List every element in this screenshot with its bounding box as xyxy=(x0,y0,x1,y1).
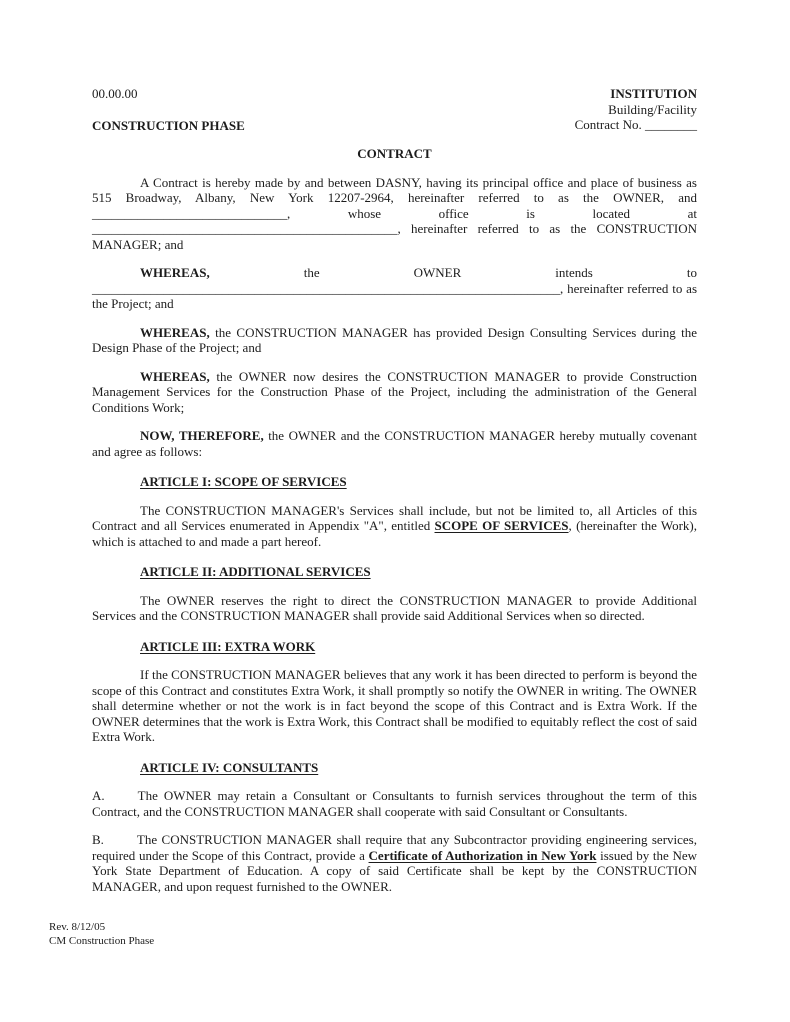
text-run: The OWNER reserves the right to direct the CONSTRUCTION MANAGER to provide Additional Services and the CONSTRUCTION MANAGER shall provide said Additional Services when so directed. xyxy=(92,592,697,623)
document-code: 00.00.00 xyxy=(92,86,138,101)
text-run: hereinafter referred to as the CONSTRUCTION MANAGER; and xyxy=(92,221,697,252)
emphasized-text: ARTICLE IV: CONSULTANTS xyxy=(140,759,319,775)
bold-text: WHEREAS, xyxy=(140,265,210,280)
text-run: issued by the New York State Department of Education. A copy of said Certificate shall be kept by the CONSTRUCTION MANAGER, and upon request furnished to the OWNER. xyxy=(92,847,697,894)
text-run: hereinafter referred to as the Project; and xyxy=(92,280,697,311)
paragraph xyxy=(92,667,697,745)
emphasized-text: Certificate of Authorization in New York xyxy=(368,847,597,863)
institution-label: INSTITUTION xyxy=(610,86,697,101)
paragraph xyxy=(92,832,697,894)
text-run: the OWNER intends to xyxy=(209,265,697,280)
bold-text: NOW, THEREFORE, xyxy=(140,428,264,443)
revision-note: Rev. 8/12/05 xyxy=(49,921,106,933)
bold-text: WHEREAS, xyxy=(140,324,210,340)
paragraph xyxy=(92,369,697,416)
contract-no-field: Contract No. ________ xyxy=(574,117,697,132)
text-run: the OWNER and the CONSTRUCTION MANAGER hereby mutually covenant and agree as follows: xyxy=(92,428,697,459)
header-left xyxy=(92,86,245,133)
emphasized-text: ARTICLE III: EXTRA WORK xyxy=(140,638,316,654)
header-right xyxy=(575,86,697,133)
document-body xyxy=(92,175,697,895)
paragraph xyxy=(92,265,697,312)
phase-label: CONSTRUCTION PHASE xyxy=(92,117,245,133)
text-run: If the CONSTRUCTION MANAGER believes that any work it has been directed to perform is beyond the scope of this Contract and constitutes Extra Work, it shall promptly so notify the OWNER in writing. The OWNER shall determine whether or not the work is in fact beyond the scope of this Contract and is Extra Work. If the OWNER determines that the work is Extra Work, this Contract shall be modified to equitably reflect the cost of said Extra Work. xyxy=(92,667,697,744)
article-heading xyxy=(140,564,697,580)
bold-text: WHEREAS, xyxy=(140,368,210,384)
text-run: The OWNER may retain a Consultant or Consultants to furnish services throughout the term of this Contract, and the CONSTRUCTION MANAGER shall cooperate with said Consultant or Consultants. xyxy=(92,788,697,819)
text-run: The CONSTRUCTION MANAGER's Services shall include, but not be limited to, all Articles of this Contract and all Services enumerated in Appendix "A", entitled xyxy=(92,502,697,533)
fill-in-blank: ______________________________, xyxy=(92,205,291,221)
text-run: the OWNER now desires the CONSTRUCTION MANAGER to provide Construction Management Services for the Construction Phase of the Project, including the administration of the General Conditions Work; xyxy=(92,368,697,415)
article-heading xyxy=(140,760,697,776)
article-heading xyxy=(140,474,697,490)
text-run: The CONSTRUCTION MANAGER shall require that any Subcontractor providing engineering services, required under the Scope of this Contract, provide a xyxy=(92,832,697,863)
page-footer xyxy=(49,921,154,948)
document-name: CM Construction Phase xyxy=(49,934,155,947)
fill-in-blank: ________________________________________________________________________, xyxy=(92,280,564,296)
emphasized-text: ARTICLE II: ADDITIONAL SERVICES xyxy=(140,564,371,579)
fill-in-blank: _______________________________________________, xyxy=(92,221,401,236)
page-title: CONTRACT xyxy=(357,146,432,161)
clause-label: A. xyxy=(92,788,105,803)
page-header xyxy=(92,86,697,133)
text-run: A Contract is hereby made by and between DASNY, having its principal office and place of business as 515 Broadway, Albany, New York 12207-2964, hereinafter referred to as the OWNER, and xyxy=(92,174,697,205)
clause-label: B. xyxy=(92,832,104,847)
paragraph xyxy=(92,593,697,624)
paragraph xyxy=(92,503,697,550)
paragraph xyxy=(92,428,697,459)
paragraph xyxy=(92,788,697,819)
emphasized-text: ARTICLE I: SCOPE OF SERVICES xyxy=(140,474,347,489)
text-run: whose office is located at xyxy=(290,205,697,221)
paragraph xyxy=(92,325,697,356)
emphasized-text: SCOPE OF SERVICES xyxy=(434,518,569,533)
building-facility-label: Building/Facility xyxy=(608,101,697,117)
text-run: the CONSTRUCTION MANAGER has provided Design Consulting Services during the Design Phase of the Project; and xyxy=(92,324,697,355)
article-heading xyxy=(140,639,697,655)
paragraph xyxy=(92,175,697,253)
text-run: , (hereinafter the Work), which is attached to and made a part hereof. xyxy=(92,518,698,549)
